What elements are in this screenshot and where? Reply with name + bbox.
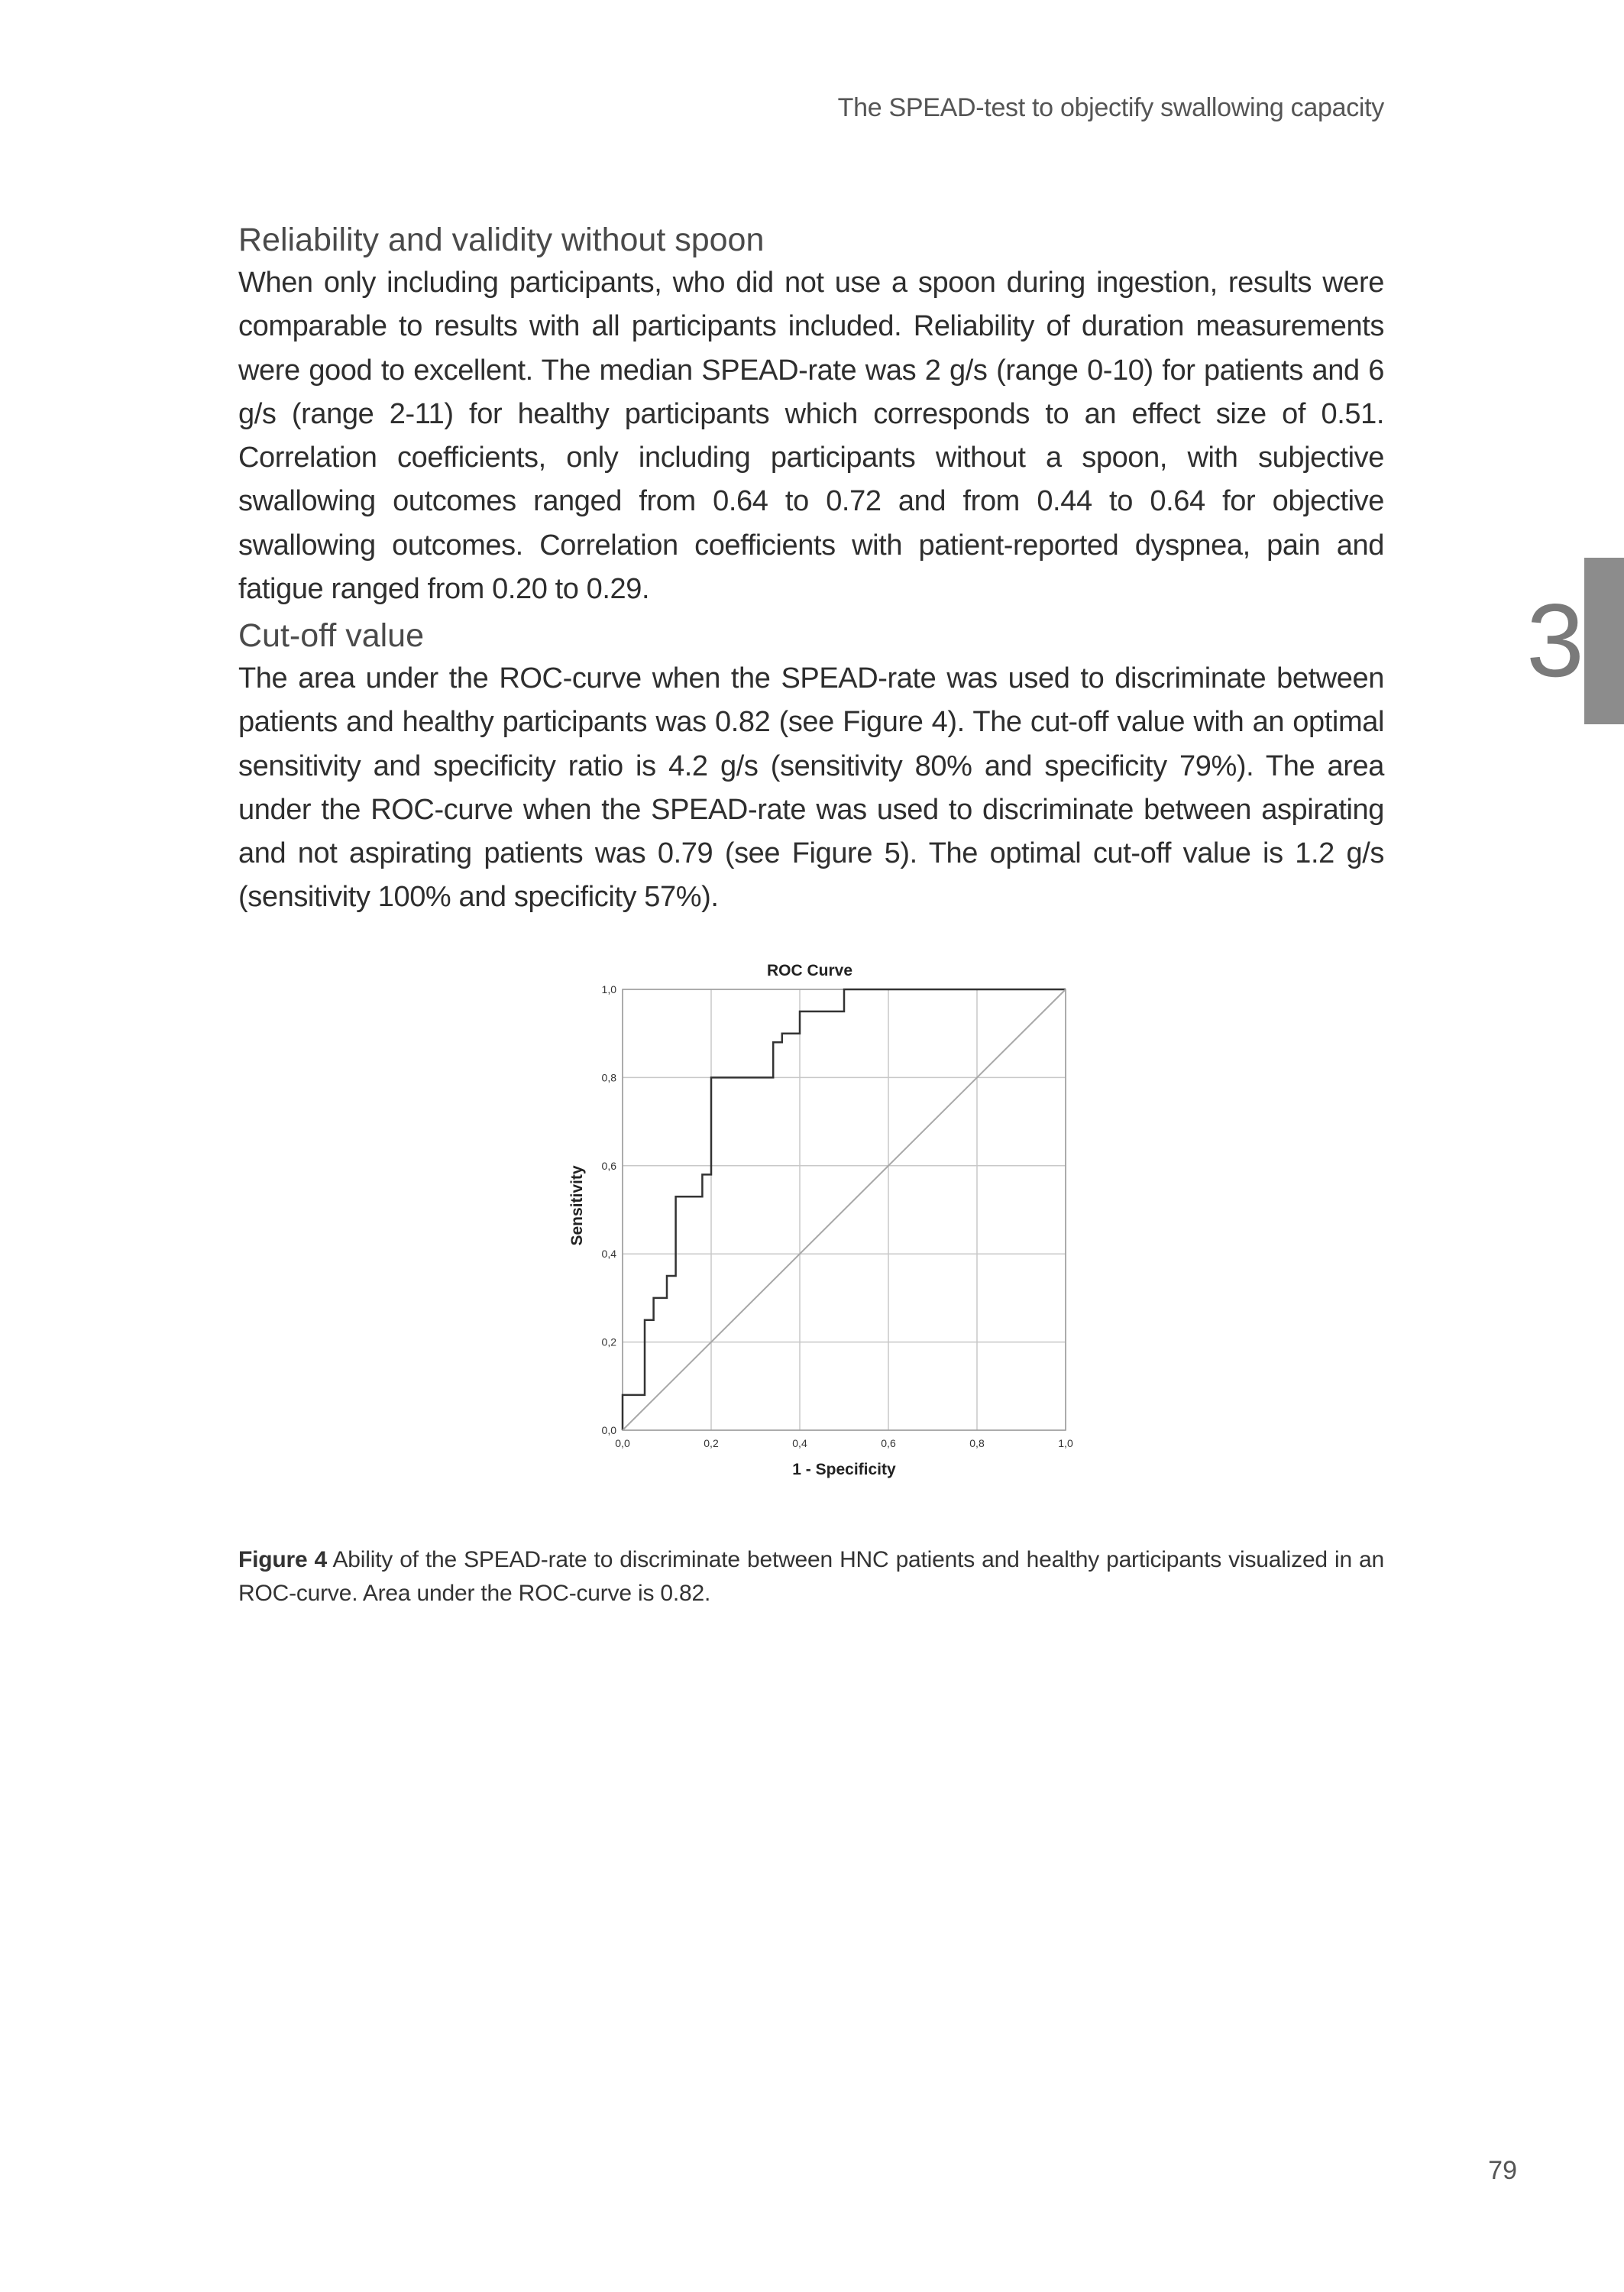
chapter-number: 3 (1526, 582, 1584, 698)
caption-text: Ability of the SPEAD-rate to discriminate between HNC patients and healthy participants visualized in an ROC-curve. Area under the ROC-curve is 0.82. (238, 1547, 1385, 1606)
y-axis-label: Sensitivity (568, 1165, 586, 1246)
y-tick-label: 0,6 (601, 1159, 616, 1172)
roc-chart (550, 955, 1085, 1490)
x-tick-label: 0,4 (792, 1437, 807, 1449)
x-tick-label: 1,0 (1058, 1437, 1073, 1449)
chart-title: ROC Curve (766, 962, 853, 979)
caption-label: Figure 4 (238, 1547, 328, 1572)
x-axis-label: 1 - Specificity (792, 1461, 896, 1478)
chapter-tab (1584, 558, 1624, 724)
figure-caption (238, 1543, 1384, 1611)
y-tick-label: 0,8 (601, 1071, 616, 1084)
section-heading: Cut-off value (238, 617, 425, 654)
running-header: The SPEAD-test to objectify swallowing capacity (837, 93, 1384, 122)
y-tick-label: 0,2 (601, 1335, 616, 1348)
section-cutoff (238, 614, 1384, 920)
x-tick-label: 0,8 (969, 1437, 985, 1449)
reference-diagonal-line (623, 989, 1066, 1430)
y-tick-label: 1,0 (601, 983, 616, 995)
x-tick-label: 0,6 (881, 1437, 896, 1449)
y-tick-label: 0,0 (601, 1424, 616, 1436)
page-number: 79 (1488, 2156, 1517, 2185)
y-tick-label: 0,4 (601, 1248, 616, 1261)
x-tick-label: 0,2 (704, 1437, 719, 1449)
section-reliability (238, 219, 1384, 611)
section-body: When only including participants, who did not use a spoon during ingestion, results were comparable to results with all participants included. Reliability of duration measurements were good to excellent. The median SPEAD-rate was 2 g/s (range 0-10) for patients and 6 g/s (range 2-11) for healthy participants which corresponds to an effect size of 0.51. Correlation coefficients, only including participants without a spoon, with subjective swallowing outcomes ranged from 0.64 to 0.72 and from 0.44 to 0.64 for objective swallowing outcomes. Correlation coefficients with patient-reported dyspnea, pain and fatigue ranged from 0.20 to 0.29. (238, 267, 1384, 606)
section-body: The area under the ROC-curve when the SPEAD-rate was used to discriminate between patients and healthy participants was 0.82 (see Figure 4). The cut-off value with an optimal sensitivity and specificity ratio is 4.2 g/s (sensitivity 80% and specificity 79%). The area under the ROC-curve when the SPEAD-rate was used to discriminate between aspirating and not aspirating patients was 0.79 (see Figure 5). The optimal cut-off value is 1.2 g/s (sensitivity 100% and specificity 57%). (238, 662, 1384, 914)
roc-figure (550, 955, 1085, 1490)
x-tick-label: 0,0 (615, 1437, 630, 1449)
section-heading: Reliability and validity without spoon (238, 222, 765, 258)
